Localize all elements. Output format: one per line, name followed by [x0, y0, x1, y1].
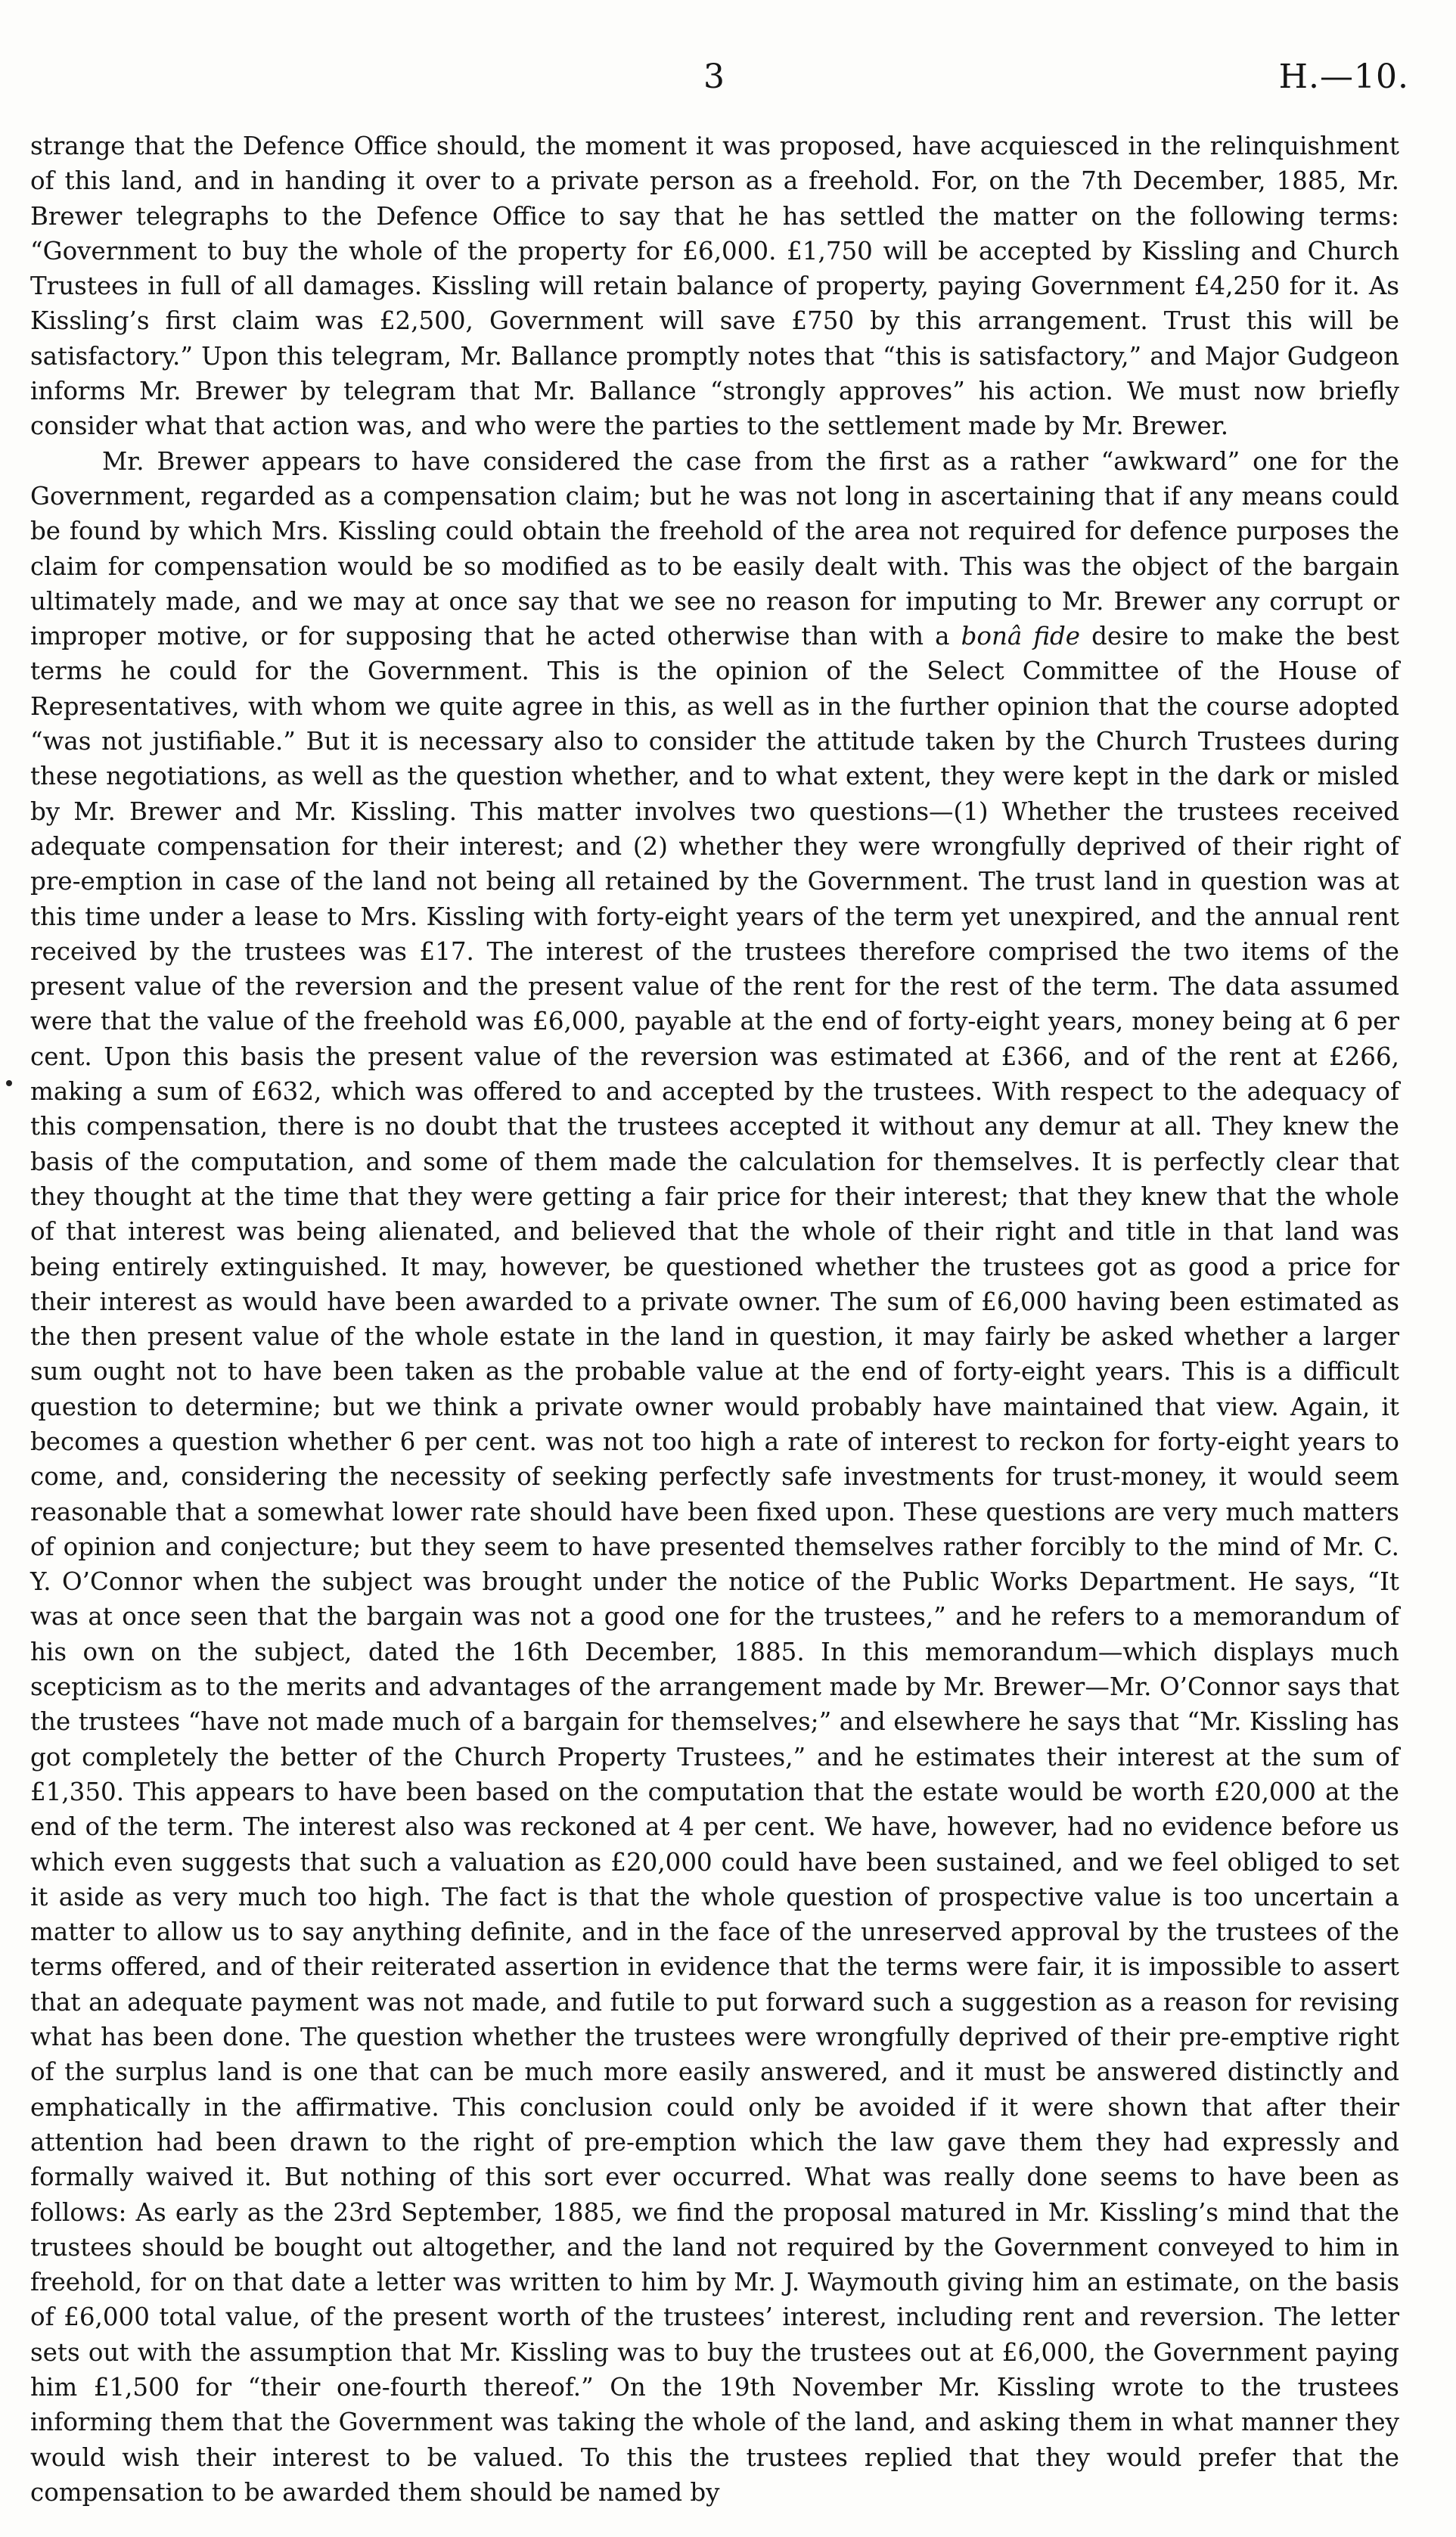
body-text: [30, 129, 1399, 2510]
paragraph-2-part-1: Mr. Brewer appears to have considered the case from the first as a rather “awkward” one for the Government, regarded as a compensation claim; but he was not long in ascertaining that if any means could be found by which Mrs. Kissling could obtain the freehold of the area not required for defence purposes the claim for compensation would be so modified as to be easily dealt with. This was the object of the bargain ultimately made, and we may at once say that we see no reason for imputing to Mr. Brewer any corrupt or improper motive, or for supposing that he acted otherwise than with a: [30, 446, 1399, 651]
italic-phrase: bonâ fide: [961, 622, 1081, 651]
margin-dot: [6, 1080, 12, 1086]
paragraph-1: strange that the Defence Office should, the moment it was proposed, have acquiesced in the relinquishment of this land, and in handing it over to a private person as a freehold. For, on the 7th December, 1885, Mr. Brewer telegraphs to the Defence Office to say that he has settled the matter on the following terms: “Government to buy the whole of the property for £6,000. £1,750 will be accepted by Kissling and Church Trustees in full of all damages. Kissling will retain balance of property, paying Government £4,250 for it. As Kissling’s first claim was £2,500, Government will save £750 by this arrangement. Trust this will be satisfactory.” Upon this telegram, Mr. Ballance promptly notes that “this is satisfactory,” and Major Gudgeon informs Mr. Brewer by telegram that Mr. Ballance “strongly approves” his action. We must now briefly consider what that action was, and who were the parties to the settlement made by Mr. Brewer.: [30, 132, 1399, 441]
paragraph-2-part-2: desire to make the best terms he could for the Government. This is the opinion of the Select Committee of the House of Representatives, with whom we quite agree in this, as well as in the further opinion that the course adopted “was not justifiable.” But it is necessary also to consider the attitude taken by the Church Trustees during these negotiations, as well as the question whether, and to what extent, they were kept in the dark or misled by Mr. Brewer and Mr. Kissling. This matter involves two questions—(1) Whether the trustees received adequate compensation for their interest; and (2) whether they were wrongfully deprived of their right of pre-emption in case of the land not being all retained by the Government. The trust land in question was at this time under a lease to Mrs. Kissling with forty-eight years of the term yet unexpired, and the annual rent received by the trustees was £17. The interest of the trustees therefore comprised the two items of the present value of the reversion and the present value of the rent for the rest of the term. The data assumed were that the value of the freehold was £6,000, payable at the end of forty-eight years, money being at 6 per cent. Upon this basis the present value of the reversion was estimated at £366, and of the rent at £266, making a sum of £632, which was offered to and accepted by the trustees. With respect to the adequacy of this compensation, there is no doubt that the trustees accepted it without any demur at all. They knew the basis of the computation, and some of them made the calculation for themselves. It is perfectly clear that they thought at the time that they were getting a fair price for their interest; that they knew that the whole of that interest was being alienated, and believed that the whole of their right and title in that land was being entirely extinguished. It may, however, be questioned whether the trustees got as good a price for their interest as would have been awarded to a private owner. The sum of £6,000 having been estimated as the then present value of the whole estate in the land in question, it may fairly be asked whether a larger sum ought not to have been taken as the probable value at the end of forty-eight years. This is a difficult question to determine; but we think a private owner would probably have maintained that view. Again, it becomes a question whether 6 per cent. was not too high a rate of interest to reckon for forty-eight years to come, and, considering the necessity of seeking perfectly safe investments for trust-money, it would seem reasonable that a somewhat lower rate should have been fixed upon. These questions are very much matters of opinion and conjecture; but they seem to have presented themselves rather forcibly to the mind of Mr. C. Y. O’Connor when the subject was brought under the notice of the Public Works Department. He says, “It was at once seen that the bargain was not a good one for the trustees,” and he refers to a memorandum of his own on the subject, dated the 16th December, 1885. In this memorandum—which displays much scepticism as to the merits and advantages of the arrangement made by Mr. Brewer—Mr. O’Connor says that the trustees “have not made much of a bargain for themselves;” and elsewhere he says that “Mr. Kissling has got completely the better of the Church Property Trustees,” and he estimates their interest at the sum of £1,350. This appears to have been based on the computation that the estate would be worth £20,000 at the end of the term. The interest also was reckoned at 4 per cent. We have, however, had no evidence before us which even suggests that such a valuation as £20,000 could have been sustained, and we feel obliged to set it aside as very much too high. The fact is that the whole question of prospective value is too uncertain a matter to allow us to say anything definite, and in the face of the unreserved approval by the trustees of the terms offered, and of their reiterated assertion in evidence that the terms were fair, it is impossible to assert that an adequate payment was not made, and futile to put forward such a suggestion as a reason for revising what has been done. The question whether the trustees were wrongfully deprived of their pre-emptive right of the surplus land is one that can be much more easily answered, and it must be answered distinctly and emphatically in the affirmative. This conclusion could only be avoided if it were shown that after their attention had been drawn to the right of pre-emption which the law gave them they had expressly and formally waived it. But nothing of this sort ever occurred. What was really done seems to have been as follows: As early as the 23rd September, 1885, we find the proposal matured in Mr. Kissling’s mind that the trustees should be bought out altogether, and the land not required by the Government conveyed to him in freehold, for on that date a letter was written to him by Mr. J. Waymouth giving him an estimate, on the basis of £6,000 total value, of the present worth of the trustees’ interest, including rent and reversion. The letter sets out with the assumption that Mr. Kissling was to buy the trustees out at £6,000, the Government paying him £1,500 for “their one-fourth thereof.” On the 19th November Mr. Kissling wrote to the trustees informing them that the Government was taking the whole of the land, and asking them in what manner they would wish their interest to be valued. To this the trustees replied that they would prefer that the compensation to be awarded them should be named by: [30, 622, 1399, 2507]
document-code: H.—10.: [1278, 57, 1409, 96]
page-number: 3: [703, 57, 725, 96]
paragraph-2: [30, 444, 1399, 2511]
